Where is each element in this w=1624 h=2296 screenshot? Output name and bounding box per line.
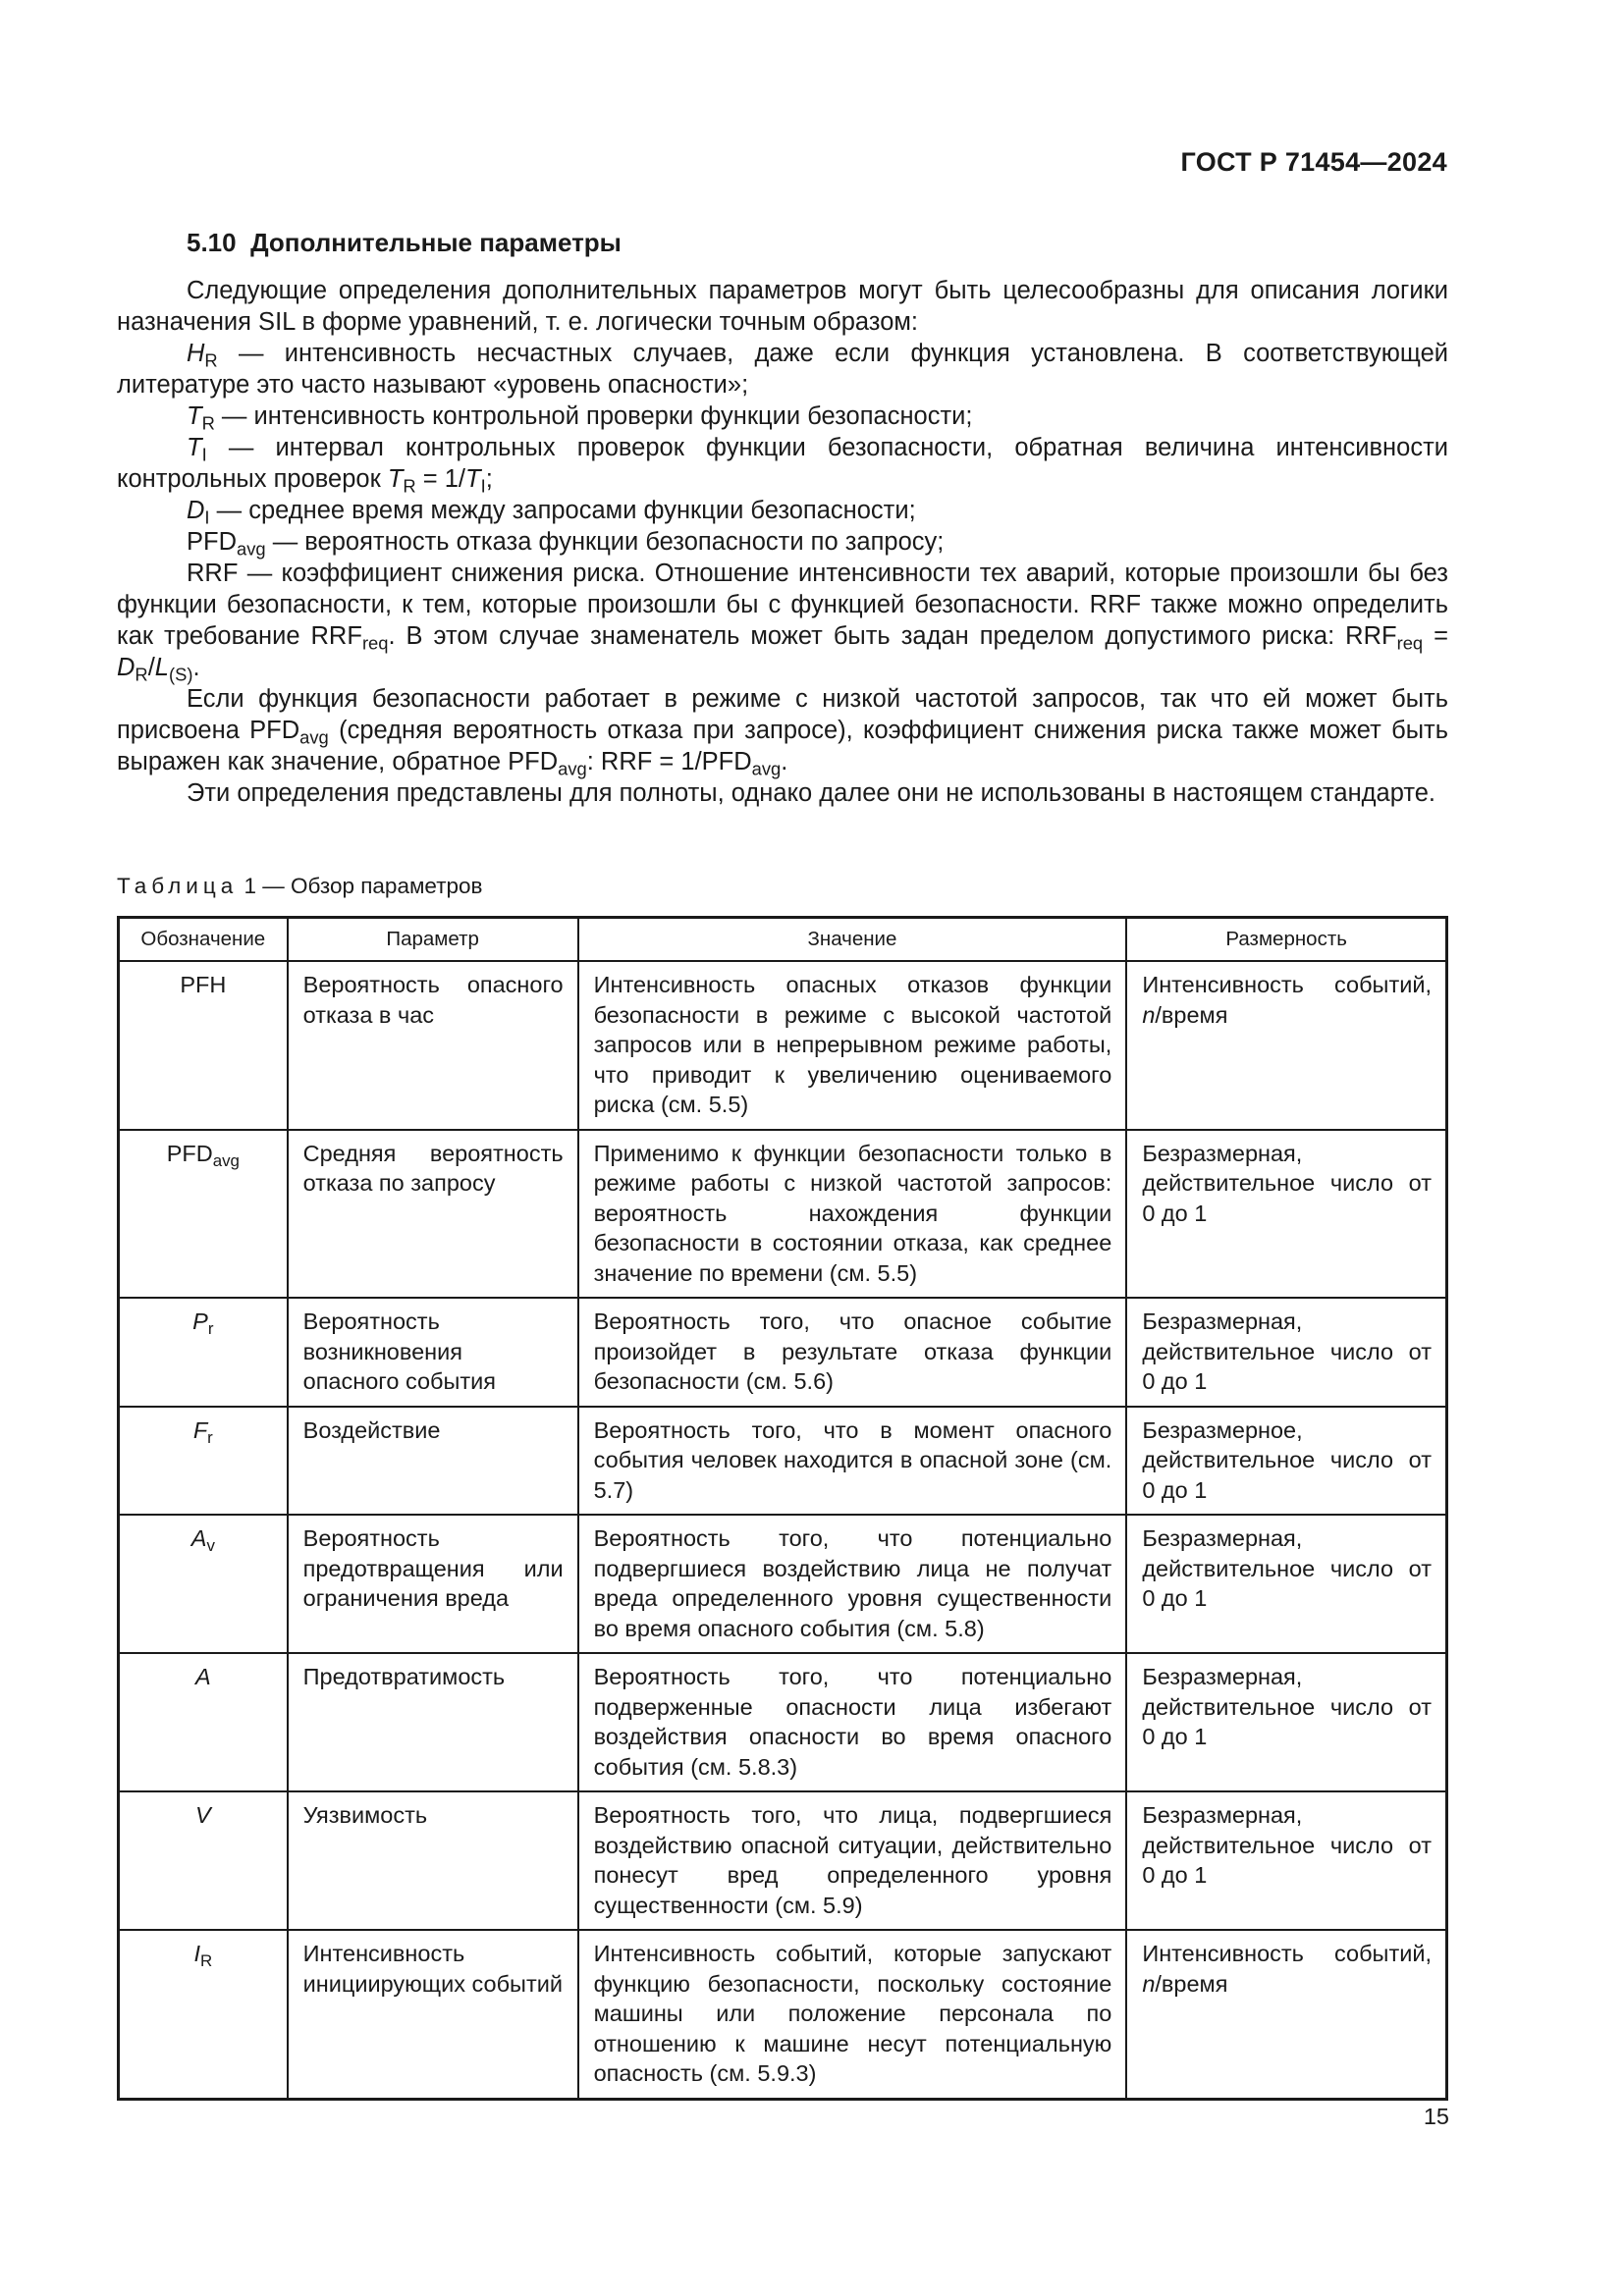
dimension-text: Безразмерное, действительное число от 0 до 1 <box>1142 1416 1432 1503</box>
symbol-subscript: avg <box>212 1150 240 1170</box>
definition-ti <box>117 432 1448 495</box>
dimension-text: Интенсивность событий, <box>1142 1941 1432 1966</box>
table-row <box>119 1515 1447 1653</box>
formula-text: RRF <box>310 622 362 650</box>
dimension-cell <box>1126 1407 1446 1516</box>
formula-subscript: R <box>135 664 148 685</box>
definition-text: RRF — коэффициент снижения риска. Отношение интенсивности тех аварий, которые произошли бы без функции безопасности, к тем, которые произошли бы с функцией безопасности. RRF также можно определить как требование <box>117 560 1448 650</box>
formula-subscript: avg <box>751 758 782 779</box>
dimension-text: Безразмерная, действительное число от 0 до 1 <box>1142 1140 1432 1226</box>
table-row <box>119 1653 1447 1791</box>
symbol: PFD <box>166 1140 213 1166</box>
column-header: Значение <box>578 918 1127 962</box>
symbol: PFD <box>187 528 237 556</box>
definition-text: — среднее время между запросами функции безопасности; <box>209 497 916 524</box>
paragraph-text: : RRF = 1/ <box>586 748 702 775</box>
paragraph-text: (средняя вероятность отказа при запросе), коэффициент снижения риска также может быть выражен как значение, обратное <box>117 717 1448 775</box>
parameters-table <box>117 916 1448 2101</box>
definition-text: — интенсивность контрольной проверки функции безопасности; <box>214 402 973 430</box>
section-number: 5.10 <box>187 228 237 257</box>
subscript: I <box>204 507 210 528</box>
definition-text: — вероятность отказа функции безопасности по запросу; <box>265 528 945 556</box>
formula-subscript: avg <box>558 758 587 779</box>
dimension-text: Безразмерная, действительное число от 0 до 1 <box>1142 1308 1432 1394</box>
formula-symbol: T <box>465 465 481 493</box>
value-cell: Вероятность того, что в момент опасного события человек находится в опасной зоне (см. 5.7) <box>578 1407 1127 1516</box>
table-caption-label: Таблица <box>117 874 239 898</box>
table-header-row <box>119 918 1447 962</box>
intro-paragraph: Следующие определения дополнительных параметров могут быть целесообразны для описания логики назначения SIL в форме уравнений, т. е. логически точным образом: <box>117 277 1448 336</box>
definition-text: — интенсивность несчастных случаев, даже если функция установлена. В соответствующей литературе это часто называют «уровень опасности»; <box>117 340 1448 399</box>
paragraph-text: Если функция безопасности работает в режиме с низкой частотой запросов, так что ей может быть присвоена <box>117 685 1448 744</box>
formula-text: ; <box>485 465 493 493</box>
value-cell: Интенсивность опасных отказов функции безопасности в режиме с высокой частотой запросов или в непрерывном режиме работы, что приводит к увеличению оцениваемого риска (см. 5.5) <box>578 961 1127 1130</box>
symbol-subscript: r <box>207 1319 214 1339</box>
column-header: Параметр <box>288 918 578 962</box>
parameter-cell: Воздействие <box>288 1407 578 1516</box>
dimension-text: Безразмерная, действительное число от 0 до 1 <box>1142 1525 1432 1611</box>
formula-text: = 1/ <box>415 465 465 493</box>
parameter-cell: Уязвимость <box>288 1791 578 1930</box>
table-caption <box>117 874 482 899</box>
definition-tr <box>117 400 1448 432</box>
table-row <box>119 1930 1447 2099</box>
formula-subscript: req <box>1396 632 1424 654</box>
definition-text: — интервал контрольных проверок функции безопасности, обратная величина интенсивности контрольных проверок <box>117 434 1448 493</box>
section-body <box>117 275 1448 809</box>
document-id: ГОСТ Р 71454—2024 <box>1180 147 1447 177</box>
formula-text: PFD <box>701 748 752 775</box>
definition-di <box>117 495 1448 526</box>
dimension-cell <box>1126 1791 1446 1930</box>
symbol-cell <box>119 961 288 1130</box>
value-cell: Интенсивность событий, которые запускают функцию безопасности, поскольку состояние машины или положение персонала по отношению к машине несут потенциальную опасность (см. 5.9.3) <box>578 1930 1127 2099</box>
parameter-cell: Вероятность возникновения опасного события <box>288 1298 578 1407</box>
formula-symbol: D <box>117 654 135 681</box>
value-cell: Применимо к функции безопасности только в режиме работы с низкой частотой запросов: вероятность нахождения функции безопасности в состоянии отказа, как среднее значение по времени (см. 5.5) <box>578 1130 1127 1299</box>
symbol: T <box>187 402 202 430</box>
formula-text: = <box>1423 622 1448 650</box>
formula-text: PFD <box>508 748 559 775</box>
parameter-cell: Вероятность предотвращения или ограничения вреда <box>288 1515 578 1653</box>
table-row <box>119 961 1447 1130</box>
dimension-text: Безразмерная, действительное число от 0 до 1 <box>1142 1802 1432 1888</box>
formula-symbol: T <box>387 465 404 493</box>
column-header: Обозначение <box>119 918 288 962</box>
symbol: H <box>187 340 205 367</box>
definition-pfd <box>117 526 1448 558</box>
symbol: F <box>192 1416 208 1443</box>
formula-subscript: R <box>403 475 416 497</box>
table-row <box>119 1791 1447 1930</box>
dimension-text: /время <box>1155 1001 1228 1028</box>
paragraph-text: . <box>781 748 788 775</box>
section-heading <box>187 228 622 258</box>
dimension-cell <box>1126 1930 1446 2099</box>
symbol-cell <box>119 1130 288 1299</box>
table-caption-text: 1 — Обзор параметров <box>238 874 483 898</box>
symbol-subscript: r <box>207 1427 213 1447</box>
dimension-text: Интенсивность событий, <box>1142 972 1432 997</box>
symbol-cell <box>119 1298 288 1407</box>
symbol-cell <box>119 1407 288 1516</box>
symbol: T <box>187 434 202 461</box>
subscript: avg <box>237 538 266 560</box>
formula-subscript: req <box>361 632 389 654</box>
dimension-variable: n <box>1142 1970 1156 1997</box>
parameter-cell: Вероятность опасного отказа в час <box>288 961 578 1130</box>
subscript: I <box>201 444 207 465</box>
dimension-text: /время <box>1155 1970 1228 1997</box>
definition-text: . В этом случае знаменатель может быть задан пределом допустимого риска: <box>388 622 1346 650</box>
dimension-variable: n <box>1142 1001 1156 1028</box>
value-cell: Вероятность того, что лица, подвергшиеся воздействию опасной ситуации, действительно понесут вред определенного уровня существенности (см. 5.9) <box>578 1791 1127 1930</box>
definition-rrf <box>117 558 1448 683</box>
closing-paragraph: Эти определения представлены для полноты, однако далее они не использованы в настоящем стандарте. <box>187 779 1435 807</box>
parameter-cell: Предотвратимость <box>288 1653 578 1791</box>
formula-text: / <box>147 654 155 681</box>
symbol: PFH <box>180 972 227 997</box>
symbol-subscript: v <box>206 1536 215 1556</box>
formula-subscript: avg <box>299 726 329 748</box>
dimension-cell <box>1126 1130 1446 1299</box>
symbol-subscript: R <box>199 1951 213 1971</box>
dimension-cell <box>1126 1653 1446 1791</box>
symbol: V <box>194 1802 211 1828</box>
column-header: Размерность <box>1126 918 1446 962</box>
parameter-cell: Средняя вероятность отказа по запросу <box>288 1130 578 1299</box>
formula-text: RRF <box>1345 622 1397 650</box>
formula-subscript: I <box>480 475 486 497</box>
section-title: Дополнительные параметры <box>250 228 622 257</box>
low-demand-paragraph <box>117 683 1448 777</box>
table-row <box>119 1298 1447 1407</box>
symbol-cell <box>119 1930 288 2099</box>
parameter-cell: Интенсивность инициирующих событий <box>288 1930 578 2099</box>
value-cell: Вероятность того, что потенциально подвергшиеся воздействию лица не получат вреда определенного уровня существенности во время опасного события (см. 5.8) <box>578 1515 1127 1653</box>
dimension-text: Безразмерная, действительное число от 0 до 1 <box>1142 1664 1432 1749</box>
dimension-cell <box>1126 1515 1446 1653</box>
symbol: D <box>187 497 205 524</box>
table-row <box>119 1407 1447 1516</box>
symbol: A <box>190 1525 207 1551</box>
definition-hr <box>117 338 1448 400</box>
symbol-cell <box>119 1653 288 1791</box>
subscript: R <box>204 349 218 371</box>
formula-text: . <box>192 654 200 681</box>
symbol-cell <box>119 1791 288 1930</box>
formula-subscript: (S) <box>168 664 193 685</box>
dimension-cell <box>1126 961 1446 1130</box>
page-number: 15 <box>1423 2104 1449 2129</box>
value-cell: Вероятность того, что опасное событие произойдет в результате отказа функции безопасности (см. 5.6) <box>578 1298 1127 1407</box>
subscript: R <box>201 412 215 434</box>
symbol: P <box>192 1308 208 1334</box>
symbol-cell <box>119 1515 288 1653</box>
symbol: I <box>193 1941 200 1966</box>
value-cell: Вероятность того, что потенциально подверженные опасности лица избегают воздействия опасности во время опасного события (см. 5.8.3) <box>578 1653 1127 1791</box>
dimension-cell <box>1126 1298 1446 1407</box>
formula-symbol: L <box>154 654 169 681</box>
formula-text: PFD <box>249 717 300 744</box>
symbol: A <box>194 1664 211 1689</box>
table-row <box>119 1130 1447 1299</box>
